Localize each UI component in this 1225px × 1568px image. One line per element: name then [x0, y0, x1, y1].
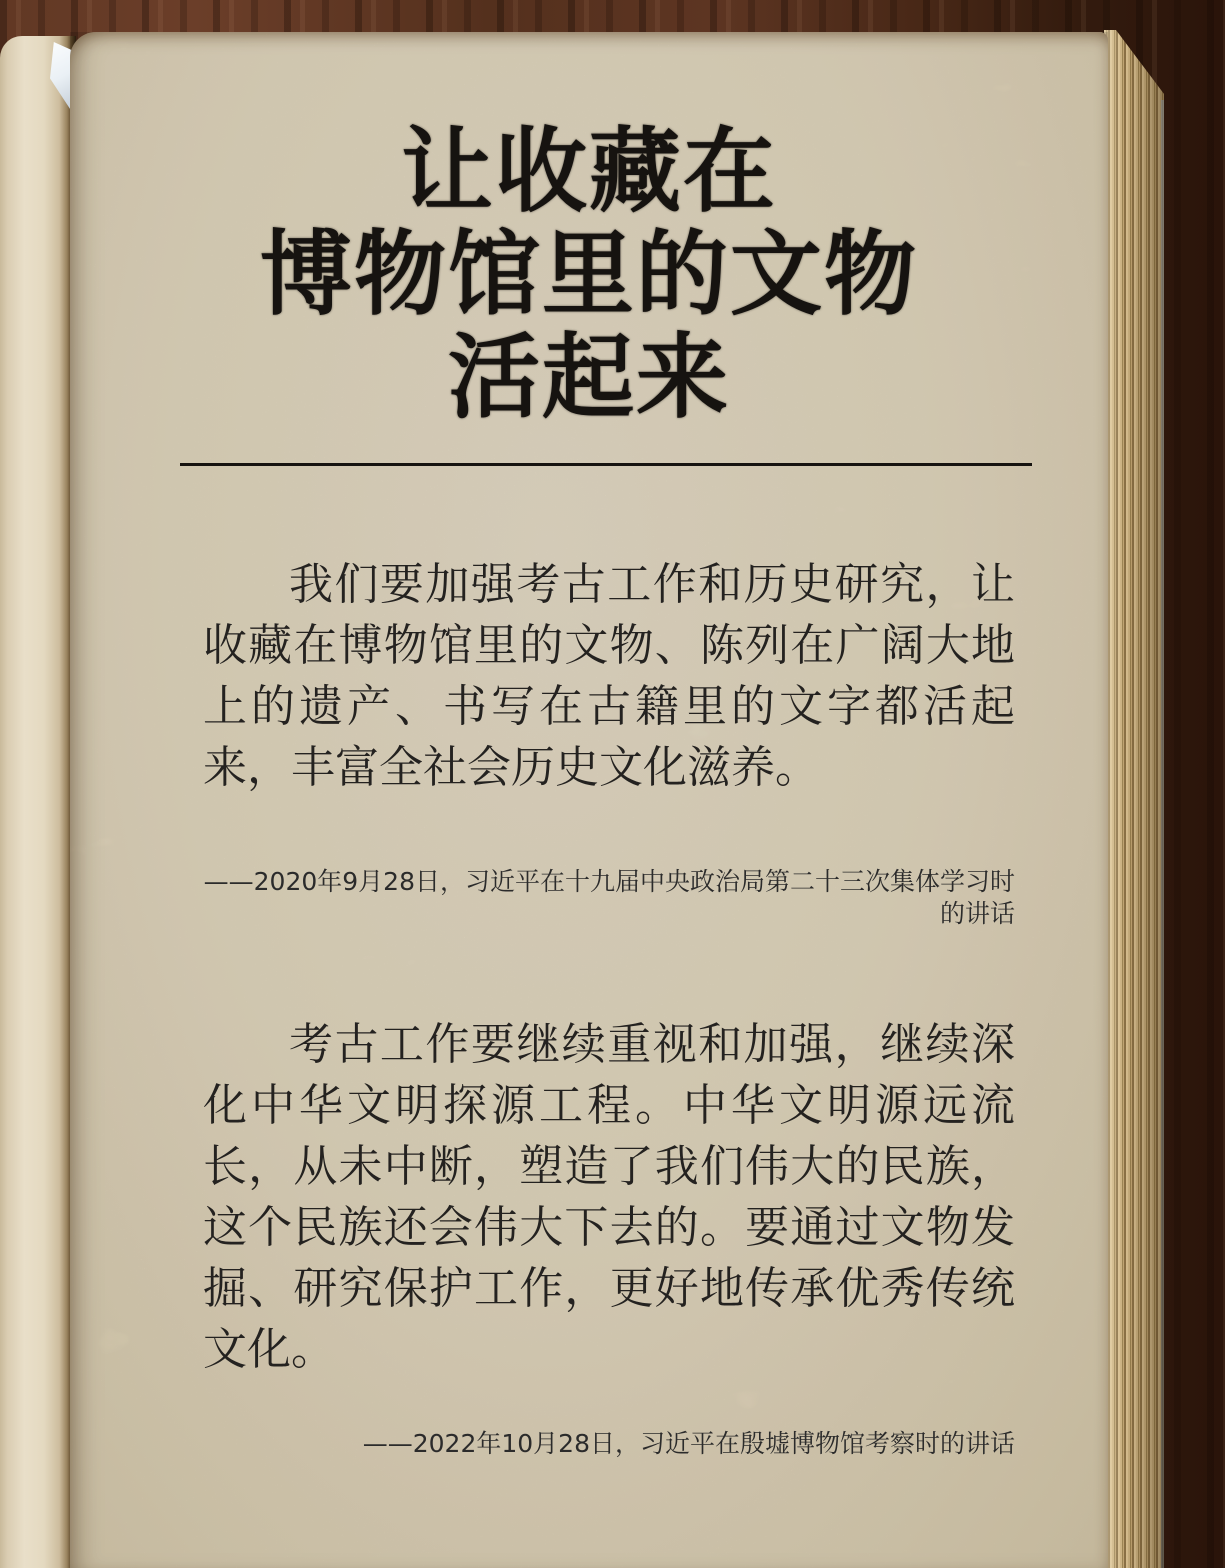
quote-line: 化中华文明探源工程。中华文明源远流 — [203, 1080, 1015, 1131]
fore-edge-page-stack — [1104, 30, 1164, 1568]
quote-line: 我们要加强考古工作和历史研究，让 — [289, 559, 1015, 610]
title-line: 让收藏在 — [400, 117, 777, 225]
quote-line: 上的遗产、书写在古籍里的文字都活起 — [203, 681, 1015, 732]
title-line: 活起来 — [447, 323, 730, 431]
quote-line: 掘、研究保护工作，更好地传承优秀传统 — [203, 1263, 1015, 1314]
quote-line: 来，丰富全社会历史文化滋养。 — [203, 742, 819, 793]
quote-1-text — [203, 554, 1015, 798]
quote-line: 文化。 — [203, 1324, 335, 1375]
quote-line: 这个民族还会伟大下去的。要通过文物发 — [203, 1202, 1015, 1253]
quote-line: 考古工作要继续重视和加强，继续深 — [289, 1019, 1015, 1070]
quote-2-text — [203, 1014, 1015, 1380]
quote-line: 收藏在博物馆里的文物、陈列在广阔大地 — [203, 620, 1015, 671]
quote-1-attribution: ——2020年9月28日，习近平在十九届中央政治局第二十三次集体学习时的讲话 — [203, 867, 1015, 928]
quote-2-attribution: ——2022年10月28日，习近平在殷墟博物馆考察时的讲话 — [362, 1429, 1015, 1458]
quote-line: 长，从未中断，塑造了我们伟大的民族， — [203, 1141, 1015, 1192]
left-page-stack — [0, 36, 76, 1568]
title-divider-rule — [180, 463, 1032, 466]
title-line: 博物馆里的文物 — [259, 220, 918, 328]
book-page — [70, 32, 1108, 1568]
page-title — [70, 117, 1108, 431]
